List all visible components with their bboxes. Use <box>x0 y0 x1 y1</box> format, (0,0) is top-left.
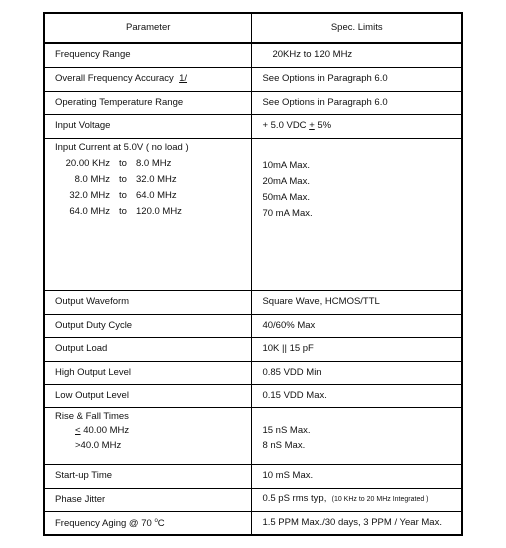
range-3-from: 32.0 MHz <box>69 189 110 201</box>
table-header-row <box>44 13 462 43</box>
param-phase-jitter: Phase Jitter <box>44 488 252 511</box>
accuracy-footnote: 1/ <box>179 73 188 84</box>
value-input-voltage <box>252 114 462 138</box>
value-duty-cycle: 40/60% Max <box>252 314 462 337</box>
aging-label: Frequency Aging @ 70 <box>55 518 155 530</box>
input-current-range-1 <box>55 156 251 172</box>
param-operating-temp: Operating Temperature Range <box>44 91 252 114</box>
param-frequency-range: Frequency Range <box>44 43 252 67</box>
value-frequency-aging: 1.5 PPM Max./30 days, 3 PPM / Year Max. <box>252 511 462 535</box>
row-operating-temp <box>44 91 462 114</box>
range-4-value: 70 mA Max. <box>262 207 313 219</box>
rise-fall-sub-1-label: 40.00 MHz <box>80 424 130 436</box>
plus-minus-symbol: + <box>309 120 315 131</box>
rise-fall-sub-1 <box>55 423 251 438</box>
param-startup-time: Start-up Time <box>44 464 252 488</box>
range-3-value: 50mA Max. <box>262 191 310 203</box>
row-input-current <box>44 138 462 290</box>
input-current-range-4 <box>55 204 251 220</box>
input-voltage-pre: + 5.0 VDC <box>262 120 310 131</box>
range-1-value: 10mA Max. <box>262 159 310 171</box>
value-high-output-level: 0.85 VDD Min <box>252 361 462 384</box>
header-spec-limits: Spec. Limits <box>252 13 462 43</box>
param-accuracy-text: Overall Frequency Accuracy <box>55 73 174 84</box>
spec-table <box>43 12 463 536</box>
value-output-load: 10K || 15 pF <box>252 337 462 361</box>
rise-fall-sub-1-value: 15 nS Max. <box>262 424 311 436</box>
rise-fall-sub-2-value: 8 nS Max. <box>262 439 306 451</box>
less-equal-symbol: < <box>75 424 81 436</box>
value-rise-fall <box>252 407 462 464</box>
row-phase-jitter <box>44 488 462 511</box>
row-accuracy <box>44 67 462 91</box>
rise-fall-title: Rise & Fall Times <box>55 410 129 422</box>
param-input-current <box>44 138 252 290</box>
param-output-waveform: Output Waveform <box>44 290 252 314</box>
row-frequency-range <box>44 43 462 67</box>
value-frequency-range-text: 20KHz to 120 MHz <box>272 49 353 61</box>
value-input-current <box>252 138 462 290</box>
range-4-to: to <box>119 205 127 217</box>
aging-unit: C <box>157 518 165 530</box>
range-1-to: to <box>119 157 127 169</box>
row-output-waveform <box>44 290 462 314</box>
range-1-from: 20.00 KHz <box>65 157 110 169</box>
rise-fall-sub-2-label: >40.0 MHz <box>75 439 122 451</box>
value-phase-jitter <box>252 488 462 511</box>
row-high-output-level <box>44 361 462 384</box>
param-duty-cycle: Output Duty Cycle <box>44 314 252 337</box>
input-current-title: Input Current at 5.0V ( no load ) <box>55 141 189 153</box>
param-frequency-aging <box>44 511 252 535</box>
value-startup-time: 10 mS Max. <box>252 464 462 488</box>
param-low-output-level: Low Output Level <box>44 384 252 407</box>
value-output-waveform: Square Wave, HCMOS/TTL <box>252 290 462 314</box>
range-1-till: 8.0 MHz <box>136 157 172 169</box>
row-duty-cycle <box>44 314 462 337</box>
row-output-load <box>44 337 462 361</box>
row-startup-time <box>44 464 462 488</box>
range-2-from: 8.0 MHz <box>74 173 110 185</box>
value-low-output-level: 0.15 VDD Max. <box>252 384 462 407</box>
degree-symbol: o <box>154 518 158 525</box>
input-voltage-post: 5% <box>314 120 332 131</box>
range-4-from: 64.0 MHz <box>69 205 110 217</box>
param-high-output-level: High Output Level <box>44 361 252 384</box>
param-accuracy <box>44 67 252 91</box>
param-output-load: Output Load <box>44 337 252 361</box>
range-3-till: 64.0 MHz <box>136 189 177 201</box>
input-current-range-2 <box>55 172 251 188</box>
range-3-to: to <box>119 189 127 201</box>
value-accuracy: See Options in Paragraph 6.0 <box>252 67 462 91</box>
header-parameter: Parameter <box>44 13 252 43</box>
row-input-voltage <box>44 114 462 138</box>
param-input-voltage: Input Voltage <box>44 114 252 138</box>
phase-jitter-value: 0.5 pS rms typ, <box>262 493 327 504</box>
phase-jitter-note: (10 KHz to 20 MHz Integrated ) <box>331 496 429 503</box>
input-current-range-3 <box>55 188 251 204</box>
range-4-till: 120.0 MHz <box>136 205 182 217</box>
row-rise-fall <box>44 407 462 464</box>
value-frequency-range <box>252 43 462 67</box>
range-2-till: 32.0 MHz <box>136 173 177 185</box>
param-rise-fall <box>44 407 252 464</box>
range-2-to: to <box>119 173 127 185</box>
row-frequency-aging <box>44 511 462 535</box>
value-operating-temp: See Options in Paragraph 6.0 <box>252 91 462 114</box>
range-2-value: 20mA Max. <box>262 175 310 187</box>
row-low-output-level <box>44 384 462 407</box>
